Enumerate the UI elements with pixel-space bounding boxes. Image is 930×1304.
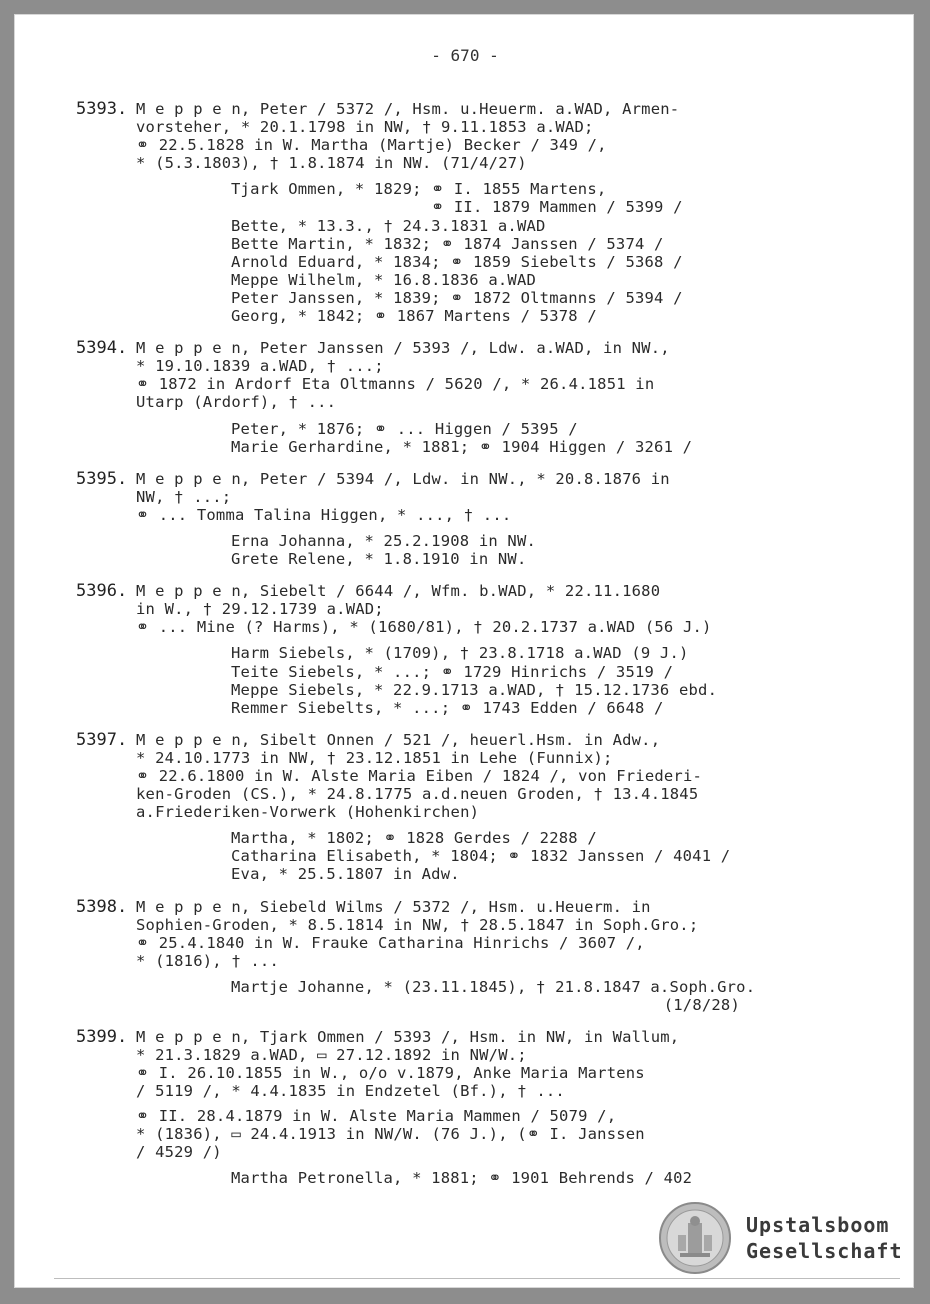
entry-number: 5398. <box>76 896 128 917</box>
entry-line: ⚭ I. 26.10.1855 in W., o/o v.1879, Anke Maria Martens <box>136 1064 645 1083</box>
entry-line: ⚭ ... Mine (? Harms), * (1680/81), † 20.2.1737 a.WAD (56 J.) <box>136 618 712 637</box>
entry-5396 <box>76 582 776 717</box>
child-line: Marie Gerhardine, * 1881; ⚭ 1904 Higgen / 3261 / <box>231 437 693 456</box>
entry-line: Utarp (Ardorf), † ... <box>136 393 337 412</box>
child-line: Martha, * 1802; ⚭ 1828 Gerdes / 2288 / <box>231 829 597 848</box>
genealogy-entries <box>76 100 776 1201</box>
entry-line: ⚭ 1872 in Ardorf Eta Oltmanns / 5620 /, * 26.4.1851 in <box>136 375 655 394</box>
child-line: Remmer Siebelts, * ...; ⚭ 1743 Edden / 6648 / <box>231 698 664 717</box>
entry-line: M e p p e n, Siebelt / 6644 /, Wfm. b.WAD, * 22.11.1680 <box>136 582 661 601</box>
entry-5394 <box>76 339 776 456</box>
seal-icon <box>658 1201 732 1275</box>
entry-line: M e p p e n, Sibelt Onnen / 521 /, heuerl.Hsm. in Adw., <box>136 730 661 749</box>
entry-line: M e p p e n, Peter / 5394 /, Ldw. in NW., * 20.8.1876 in <box>136 469 670 488</box>
child-line: Martha Petronella, * 1881; ⚭ 1901 Behrends / 402 <box>231 1168 693 1187</box>
entry-line: * 21.3.1829 a.WAD, ▭ 27.12.1892 in NW/W.; <box>136 1046 527 1065</box>
child-line: Martje Johanne, * (23.11.1845), † 21.8.1847 a.Soph.Gro. <box>231 977 756 996</box>
entry-line: in W., † 29.12.1739 a.WAD; <box>136 600 384 619</box>
entry-line: ⚭ 22.5.1828 in W. Martha (Martje) Becker / 349 /, <box>136 136 607 155</box>
upstalsboom-logo <box>658 1200 908 1276</box>
page-number: - 670 - <box>431 46 499 65</box>
child-line: Bette, * 13.3., † 24.3.1831 a.WAD <box>231 216 546 235</box>
entry-line: * 24.10.1773 in NW, † 23.12.1851 in Lehe (Funnix); <box>136 748 613 767</box>
child-line: Peter, * 1876; ⚭ ... Higgen / 5395 / <box>231 419 578 438</box>
entry-number: 5394. <box>76 338 128 359</box>
entry-5399 <box>76 1028 776 1187</box>
entry-line: / 5119 /, * 4.4.1835 in Endzetel (Bf.), † ... <box>136 1082 565 1101</box>
child-line: Georg, * 1842; ⚭ 1867 Martens / 5378 / <box>231 307 597 326</box>
entry-line: vorsteher, * 20.1.1798 in NW, † 9.11.1853 a.WAD; <box>136 118 594 137</box>
entry-line: / 4529 /) <box>136 1142 222 1161</box>
entry-line: * (5.3.1803), † 1.8.1874 in NW. (71/4/27) <box>136 154 527 173</box>
entry-line: * (1836), ▭ 24.4.1913 in NW/W. (76 J.), (⚭ I. Janssen <box>136 1124 645 1143</box>
entry-line: ⚭ 22.6.1800 in W. Alste Maria Eiben / 1824 /, von Friederi- <box>136 767 703 785</box>
logo-line-1: Upstalsboom <box>746 1213 890 1237</box>
entry-number: 5397. <box>76 729 128 750</box>
entry-number: 5393. <box>76 99 128 119</box>
entry-line: ⚭ II. 28.4.1879 in W. Alste Maria Mammen / 5079 /, <box>136 1106 617 1125</box>
entry-line: NW, † ...; <box>136 487 232 506</box>
footer-divider <box>54 1278 900 1279</box>
child-line: Peter Janssen, * 1839; ⚭ 1872 Oltmanns / 5394 / <box>231 288 683 307</box>
entry-line: ken-Groden (CS.), * 24.8.1775 a.d.neuen Groden, † 13.4.1845 <box>136 785 699 804</box>
child-line: ⚭ II. 1879 Mammen / 5399 / <box>231 198 683 217</box>
child-line: Meppe Wilhelm, * 16.8.1836 a.WAD <box>231 270 537 289</box>
entry-line: Sophien-Groden, * 8.5.1814 in NW, † 28.5.1847 in Soph.Gro.; <box>136 915 699 934</box>
child-line: Teite Siebels, * ...; ⚭ 1729 Hinrichs / 3519 / <box>231 662 674 681</box>
entry-line: a.Friederiken-Vorwerk (Hohenkirchen) <box>136 803 480 822</box>
entry-number: 5396. <box>76 581 128 602</box>
entry-number: 5399. <box>76 1027 128 1048</box>
child-line: Catharina Elisabeth, * 1804; ⚭ 1832 Janssen / 4041 / <box>231 847 731 866</box>
entry-number: 5395. <box>76 468 128 489</box>
entry-line: M e p p e n, Siebeld Wilms / 5372 /, Hsm. u.Heuerm. in <box>136 897 651 916</box>
age-note: (1/8/28) <box>663 996 740 1015</box>
entry-line: M e p p e n, Peter Janssen / 5393 /, Ldw. a.WAD, in NW., <box>136 339 670 358</box>
entry-line: * (1816), † ... <box>136 951 279 970</box>
entry-line: M e p p e n, Tjark Ommen / 5393 /, Hsm. in NW, in Wallum, <box>136 1028 680 1047</box>
child-line: Harm Siebels, * (1709), † 23.8.1718 a.WAD (9 J.) <box>231 644 689 663</box>
logo-line-2: Gesellschaft <box>746 1239 903 1263</box>
entry-5397 <box>76 731 776 884</box>
entry-5395 <box>76 470 776 568</box>
child-line: Erna Johanna, * 25.2.1908 in NW. <box>231 531 537 550</box>
child-line: Arnold Eduard, * 1834; ⚭ 1859 Siebelts / 5368 / <box>231 252 683 271</box>
child-line: Tjark Ommen, * 1829; ⚭ I. 1855 Martens, <box>231 180 607 199</box>
entry-line: ⚭ ... Tomma Talina Higgen, * ..., † ... <box>136 505 512 524</box>
child-line: Grete Relene, * 1.8.1910 in NW. <box>231 550 527 569</box>
child-line: Meppe Siebels, * 22.9.1713 a.WAD, † 15.12.1736 ebd. <box>231 680 718 699</box>
entry-5393 <box>76 100 776 325</box>
entry-line: M e p p e n, Peter / 5372 /, Hsm. u.Heuerm. a.WAD, Armen- <box>136 100 680 118</box>
entry-line: ⚭ 25.4.1840 in W. Frauke Catharina Hinrichs / 3607 /, <box>136 933 645 952</box>
child-line: Eva, * 25.5.1807 in Adw. <box>231 865 460 884</box>
entry-5398 <box>76 898 776 1015</box>
entry-line: * 19.10.1839 a.WAD, † ...; <box>136 357 384 376</box>
child-line: Bette Martin, * 1832; ⚭ 1874 Janssen / 5374 / <box>231 234 664 253</box>
